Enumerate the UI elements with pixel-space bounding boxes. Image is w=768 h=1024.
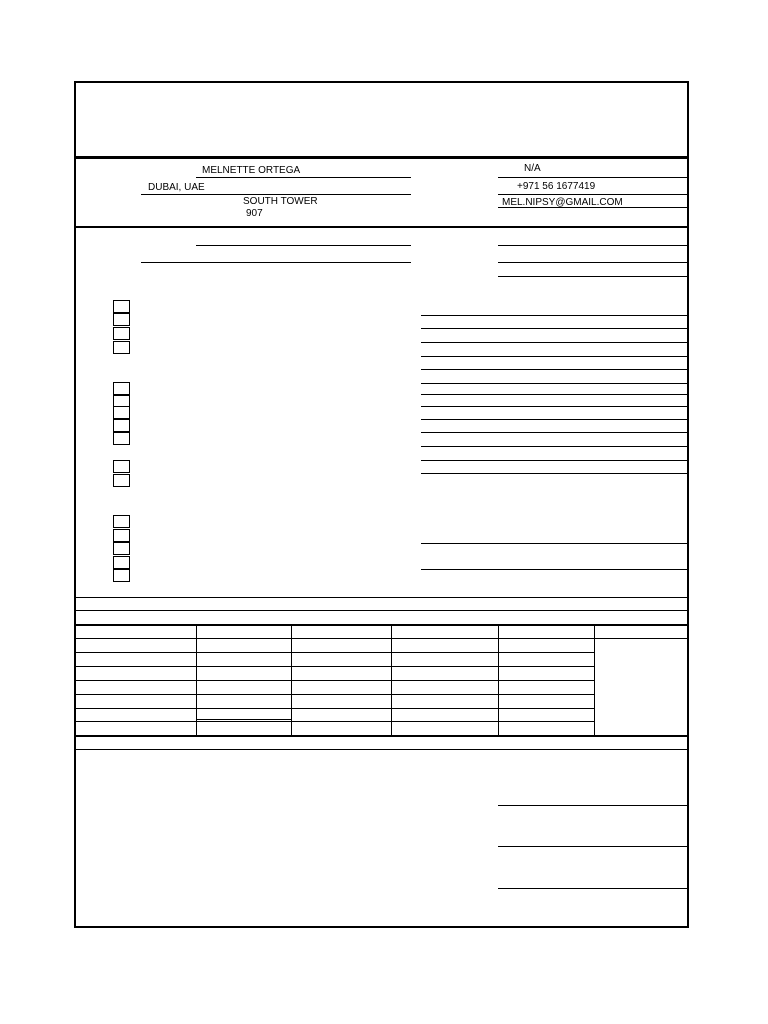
table-inner-line: [196, 719, 291, 720]
blank-line: [421, 328, 689, 329]
blank-line: [421, 356, 689, 357]
phone-field-line: [498, 194, 689, 195]
applicant-city: DUBAI, UAE: [148, 182, 205, 193]
blank-line: [196, 245, 411, 246]
signature-line: [498, 888, 689, 889]
blank-line: [421, 406, 689, 407]
row-line: [74, 597, 689, 598]
applicant-unit: 907: [246, 208, 263, 219]
checkbox[interactable]: [113, 313, 130, 326]
table-row: [74, 694, 594, 695]
signature-line: [498, 846, 689, 847]
table-column-divider: [594, 625, 595, 736]
blank-line: [421, 432, 689, 433]
row-line: [74, 610, 689, 611]
email-value: MEL.NIPSY@GMAIL.COM: [502, 197, 623, 208]
checkbox[interactable]: [113, 529, 130, 542]
email-field-line: [498, 207, 689, 208]
blank-line: [498, 245, 689, 246]
checkbox[interactable]: [113, 515, 130, 528]
checkbox[interactable]: [113, 460, 130, 473]
blank-line: [421, 394, 689, 395]
blank-line: [421, 342, 689, 343]
blank-line: [421, 369, 689, 370]
blank-line: [141, 262, 411, 263]
checkbox[interactable]: [113, 300, 130, 313]
checkbox[interactable]: [113, 327, 130, 340]
checkbox[interactable]: [113, 382, 130, 395]
blank-line: [421, 569, 689, 570]
checkbox[interactable]: [113, 406, 130, 419]
city-field-line: [141, 194, 411, 195]
signature-line: [498, 805, 689, 806]
fax-field-line: [498, 177, 689, 178]
blank-line: [421, 543, 689, 544]
checkbox[interactable]: [113, 341, 130, 354]
blank-line: [498, 276, 689, 277]
table-row: [74, 652, 594, 653]
fax-value: N/A: [524, 163, 541, 174]
row-line: [74, 749, 689, 750]
table-row: [74, 666, 594, 667]
table-row: [74, 708, 594, 709]
blank-line: [498, 262, 689, 263]
checkbox[interactable]: [113, 556, 130, 569]
checkbox[interactable]: [113, 432, 130, 445]
section-separator: [74, 226, 689, 228]
table-top-line: [74, 624, 689, 626]
table-row: [74, 638, 689, 639]
blank-line: [421, 446, 689, 447]
blank-line: [421, 460, 689, 461]
table-row: [74, 680, 594, 681]
applicant-building: SOUTH TOWER: [243, 196, 318, 207]
table-row: [74, 721, 594, 722]
blank-line: [421, 473, 689, 474]
checkbox[interactable]: [113, 542, 130, 555]
blank-line: [421, 419, 689, 420]
blank-line: [421, 315, 689, 316]
phone-value: +971 56 1677419: [517, 181, 596, 192]
name-field-line: [196, 177, 411, 178]
table-bottom-line: [74, 735, 689, 737]
checkbox[interactable]: [113, 419, 130, 432]
blank-line: [421, 383, 689, 384]
header-separator: [74, 156, 689, 159]
applicant-name: MELNETTE ORTEGA: [202, 165, 301, 176]
checkbox[interactable]: [113, 569, 130, 582]
checkbox[interactable]: [113, 474, 130, 487]
